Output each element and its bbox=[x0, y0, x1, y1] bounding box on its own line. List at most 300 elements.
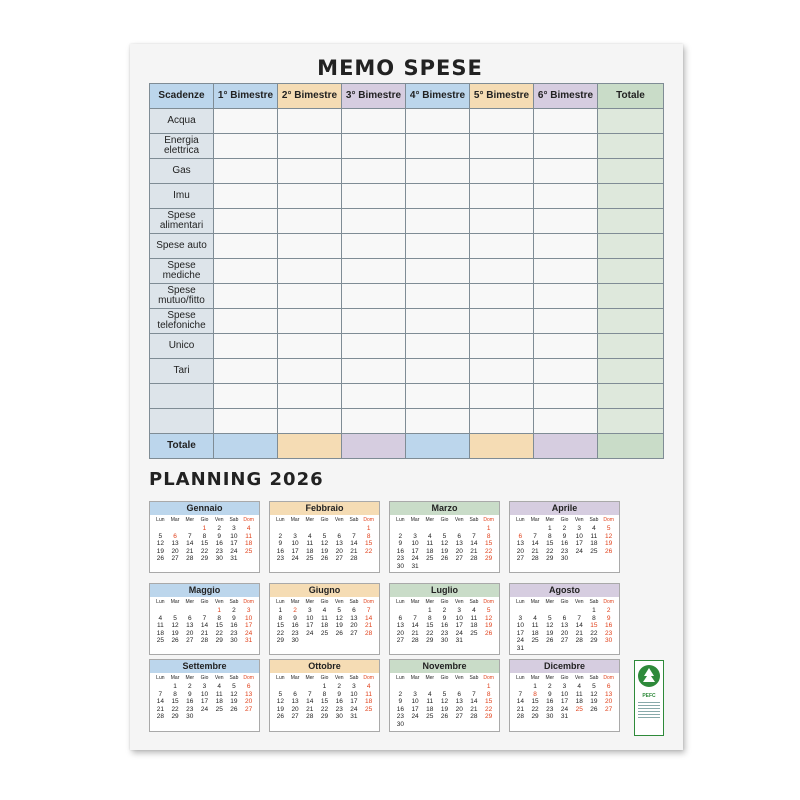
weekday-header: Mer bbox=[545, 599, 555, 605]
amount-cell[interactable] bbox=[406, 284, 470, 309]
amount-cell[interactable] bbox=[214, 134, 278, 159]
amount-cell[interactable] bbox=[406, 209, 470, 234]
amount-cell[interactable] bbox=[278, 159, 342, 184]
amount-cell[interactable] bbox=[534, 384, 598, 409]
day-number: 27 bbox=[171, 555, 179, 563]
header-bimestre-3: 3° Bimestre bbox=[342, 84, 406, 109]
weekday-header: Dom bbox=[243, 517, 254, 523]
day-number: 17 bbox=[411, 547, 419, 555]
day-number: 2 bbox=[606, 607, 611, 614]
amount-cell[interactable] bbox=[342, 384, 406, 409]
weekday-header: Gio bbox=[320, 675, 329, 681]
day-number: 21 bbox=[156, 705, 164, 713]
day-number: 29 bbox=[215, 637, 223, 645]
amount-cell[interactable] bbox=[278, 334, 342, 359]
amount-cell[interactable] bbox=[470, 109, 534, 134]
day-number: 16 bbox=[605, 622, 613, 630]
amount-cell[interactable] bbox=[278, 209, 342, 234]
day-number: 18 bbox=[306, 547, 314, 555]
amount-cell[interactable] bbox=[406, 184, 470, 209]
amount-cell[interactable] bbox=[470, 359, 534, 384]
amount-cell[interactable] bbox=[278, 234, 342, 259]
empty-day bbox=[437, 525, 452, 533]
amount-cell[interactable] bbox=[278, 259, 342, 284]
day-number: 19 bbox=[320, 547, 329, 555]
empty-day bbox=[437, 683, 452, 691]
amount-cell[interactable] bbox=[278, 284, 342, 309]
empty-day bbox=[408, 525, 423, 533]
day-number: 6 bbox=[562, 614, 567, 622]
day-number: 8 bbox=[592, 614, 596, 622]
day-number: 2 bbox=[293, 607, 297, 614]
row-total-cell[interactable] bbox=[598, 384, 664, 409]
day-number: 27 bbox=[291, 713, 299, 721]
day-number: 1 bbox=[173, 683, 177, 690]
row-total-cell[interactable] bbox=[598, 409, 664, 434]
weekday-header: Mar bbox=[530, 675, 540, 681]
row-total-cell[interactable] bbox=[598, 309, 664, 334]
header-bimestre-4: 4° Bimestre bbox=[406, 84, 470, 109]
day-number: 1 bbox=[427, 607, 432, 614]
weekday-header: Mer bbox=[185, 599, 195, 605]
day-number: 5 bbox=[442, 690, 447, 698]
day-number: 13 bbox=[335, 540, 343, 548]
amount-cell[interactable] bbox=[406, 384, 470, 409]
weekday-header: Mar bbox=[530, 599, 540, 605]
amount-cell[interactable] bbox=[470, 409, 534, 434]
day-number: 9 bbox=[217, 532, 222, 540]
day-number: 2 bbox=[217, 525, 222, 532]
day-number: 17 bbox=[291, 547, 299, 555]
amount-cell[interactable] bbox=[342, 309, 406, 334]
month-days-grid bbox=[510, 597, 619, 653]
amount-cell[interactable] bbox=[534, 234, 598, 259]
month-days-grid bbox=[510, 673, 619, 721]
day-number: 2 bbox=[547, 683, 552, 690]
day-number: 23 bbox=[396, 555, 404, 563]
row-total-cell[interactable] bbox=[598, 109, 664, 134]
weekday-header: Sab bbox=[469, 517, 479, 523]
amount-cell[interactable] bbox=[534, 284, 598, 309]
amount-cell[interactable] bbox=[534, 134, 598, 159]
day-number: 13 bbox=[560, 622, 569, 630]
amount-cell[interactable] bbox=[342, 159, 406, 184]
day-number: 8 bbox=[278, 614, 283, 622]
day-number: 18 bbox=[215, 698, 223, 706]
day-number: 22 bbox=[276, 629, 284, 637]
weekday-header: Lun bbox=[156, 599, 165, 605]
day-number: 16 bbox=[396, 705, 404, 713]
weekday-header: Ven bbox=[334, 599, 344, 605]
amount-cell[interactable] bbox=[534, 184, 598, 209]
amount-cell[interactable] bbox=[278, 134, 342, 159]
amount-cell[interactable] bbox=[342, 109, 406, 134]
day-number: 5 bbox=[232, 683, 236, 690]
month-days-grid bbox=[270, 515, 379, 563]
day-number: 23 bbox=[560, 547, 569, 555]
day-number: 26 bbox=[156, 555, 164, 563]
day-number: 29 bbox=[276, 637, 284, 645]
amount-cell[interactable] bbox=[534, 359, 598, 384]
memo-row bbox=[150, 109, 664, 134]
weekday-header: Gio bbox=[200, 599, 209, 605]
amount-cell[interactable] bbox=[214, 184, 278, 209]
amount-cell[interactable] bbox=[214, 334, 278, 359]
weekday-header: Ven bbox=[334, 517, 344, 523]
day-number: 11 bbox=[321, 614, 328, 622]
amount-cell[interactable] bbox=[470, 184, 534, 209]
weekday-header: Sab bbox=[349, 675, 359, 681]
day-number: 22 bbox=[426, 629, 434, 637]
day-number: 4 bbox=[427, 532, 432, 540]
empty-day bbox=[197, 607, 212, 615]
day-number: 31 bbox=[245, 637, 253, 645]
weekday-header: Lun bbox=[276, 599, 285, 605]
day-number: 17 bbox=[245, 622, 253, 630]
weekday-header: Ven bbox=[454, 599, 464, 605]
day-number: 23 bbox=[230, 629, 238, 637]
day-number: 31 bbox=[350, 713, 358, 721]
memo-row bbox=[150, 209, 664, 234]
day-number: 29 bbox=[320, 713, 329, 721]
amount-cell[interactable] bbox=[342, 184, 406, 209]
day-number: 3 bbox=[232, 525, 236, 532]
amount-cell[interactable] bbox=[278, 109, 342, 134]
day-number: 9 bbox=[293, 614, 297, 622]
day-number: 28 bbox=[470, 713, 478, 721]
row-total-cell[interactable] bbox=[598, 359, 664, 384]
weekday-header: Dom bbox=[363, 517, 374, 523]
row-total-cell[interactable] bbox=[598, 209, 664, 234]
empty-day bbox=[452, 683, 467, 691]
weekday-header: Lun bbox=[156, 675, 165, 681]
day-number: 21 bbox=[365, 622, 373, 630]
row-total-cell[interactable] bbox=[598, 234, 664, 259]
amount-cell[interactable] bbox=[470, 334, 534, 359]
weekday-header: Sab bbox=[229, 517, 239, 523]
row-total-cell[interactable] bbox=[598, 284, 664, 309]
day-number: 28 bbox=[365, 629, 373, 637]
memo-row bbox=[150, 309, 664, 334]
day-number: 16 bbox=[546, 698, 554, 706]
day-number: 5 bbox=[547, 614, 552, 622]
amount-cell[interactable] bbox=[214, 234, 278, 259]
amount-cell[interactable] bbox=[470, 384, 534, 409]
empty-day bbox=[422, 525, 437, 533]
amount-cell[interactable] bbox=[534, 109, 598, 134]
day-number: 4 bbox=[217, 683, 222, 690]
amount-cell[interactable] bbox=[214, 159, 278, 184]
row-total-cell[interactable] bbox=[598, 334, 664, 359]
day-number: 3 bbox=[577, 525, 582, 532]
header-bimestre-6: 6° Bimestre bbox=[534, 84, 598, 109]
expense-label: Acqua bbox=[150, 109, 214, 134]
amount-cell[interactable] bbox=[214, 384, 278, 409]
day-number: 12 bbox=[485, 614, 493, 622]
empty-day bbox=[542, 607, 557, 615]
day-number: 25 bbox=[575, 705, 583, 713]
weekday-header: Gio bbox=[200, 675, 209, 681]
weekday-header: Gio bbox=[320, 599, 329, 605]
expense-label: Imu bbox=[150, 184, 214, 209]
amount-cell[interactable] bbox=[406, 259, 470, 284]
day-number: 8 bbox=[533, 690, 537, 698]
pefc-badge bbox=[634, 660, 664, 736]
header-bimestre-2: 2° Bimestre bbox=[278, 84, 342, 109]
amount-cell[interactable] bbox=[342, 359, 406, 384]
day-number: 9 bbox=[442, 614, 447, 622]
amount-cell[interactable] bbox=[214, 359, 278, 384]
amount-cell[interactable] bbox=[214, 284, 278, 309]
day-number: 3 bbox=[562, 683, 567, 690]
day-number: 12 bbox=[335, 614, 343, 622]
memo-row bbox=[150, 359, 664, 384]
amount-cell[interactable] bbox=[406, 309, 470, 334]
day-number: 28 bbox=[200, 637, 209, 645]
day-number: 24 bbox=[516, 637, 524, 645]
weekday-header: Sab bbox=[229, 675, 239, 681]
amount-cell[interactable] bbox=[278, 309, 342, 334]
amount-cell[interactable] bbox=[406, 234, 470, 259]
row-total-cell[interactable] bbox=[598, 184, 664, 209]
day-number: 10 bbox=[516, 622, 524, 630]
day-number: 30 bbox=[335, 713, 343, 721]
weekday-header: Gio bbox=[440, 517, 449, 523]
day-number: 9 bbox=[337, 690, 342, 698]
amount-cell[interactable] bbox=[470, 134, 534, 159]
day-number: 27 bbox=[605, 705, 613, 713]
weekday-header: Lun bbox=[156, 517, 165, 523]
amount-cell[interactable] bbox=[342, 284, 406, 309]
expense-label: Spese alimentari bbox=[150, 209, 214, 234]
amount-cell[interactable] bbox=[406, 159, 470, 184]
day-number: 19 bbox=[156, 547, 164, 555]
day-number: 23 bbox=[396, 713, 404, 721]
month-name: Settembre bbox=[150, 660, 259, 673]
amount-cell[interactable] bbox=[342, 409, 406, 434]
day-number: 11 bbox=[575, 690, 583, 698]
grand-total-cell[interactable] bbox=[598, 434, 664, 459]
day-number: 14 bbox=[516, 698, 524, 706]
amount-cell[interactable] bbox=[214, 259, 278, 284]
pefc-fineprint bbox=[638, 702, 660, 718]
day-number: 25 bbox=[245, 547, 253, 555]
total-cell[interactable] bbox=[342, 434, 406, 459]
day-number: 15 bbox=[215, 622, 223, 630]
amount-cell[interactable] bbox=[278, 359, 342, 384]
amount-cell[interactable] bbox=[534, 309, 598, 334]
day-number: 16 bbox=[291, 622, 299, 630]
day-number: 25 bbox=[590, 547, 598, 555]
day-number: 7 bbox=[187, 532, 192, 540]
day-number: 20 bbox=[335, 547, 343, 555]
weekday-header: Mar bbox=[530, 517, 540, 523]
day-number: 9 bbox=[232, 614, 236, 622]
day-number: 5 bbox=[322, 532, 327, 540]
day-number: 23 bbox=[291, 629, 299, 637]
day-number: 9 bbox=[562, 532, 567, 540]
empty-day bbox=[572, 607, 587, 615]
day-number: 27 bbox=[396, 637, 404, 645]
amount-cell[interactable] bbox=[470, 209, 534, 234]
weekday-header: Ven bbox=[214, 675, 224, 681]
amount-cell[interactable] bbox=[534, 409, 598, 434]
day-number: 18 bbox=[245, 540, 253, 548]
amount-cell[interactable] bbox=[534, 259, 598, 284]
row-total-cell[interactable] bbox=[598, 259, 664, 284]
day-number: 10 bbox=[230, 532, 238, 540]
day-number: 31 bbox=[455, 637, 463, 645]
empty-day bbox=[452, 525, 467, 533]
day-number: 28 bbox=[156, 713, 164, 721]
amount-cell[interactable] bbox=[342, 259, 406, 284]
amount-cell[interactable] bbox=[342, 134, 406, 159]
day-number: 16 bbox=[186, 698, 194, 706]
day-number: 25 bbox=[426, 713, 434, 721]
amount-cell[interactable] bbox=[470, 259, 534, 284]
day-number: 8 bbox=[217, 614, 222, 622]
day-number: 2 bbox=[398, 532, 403, 540]
day-number: 5 bbox=[606, 525, 611, 532]
day-number: 9 bbox=[278, 540, 283, 548]
amount-cell[interactable] bbox=[342, 334, 406, 359]
total-cell[interactable] bbox=[278, 434, 342, 459]
day-number: 1 bbox=[533, 683, 537, 690]
weekday-header: Sab bbox=[349, 517, 359, 523]
amount-cell[interactable] bbox=[470, 309, 534, 334]
day-number: 19 bbox=[335, 622, 343, 630]
day-number: 24 bbox=[411, 555, 419, 563]
day-number: 18 bbox=[590, 540, 598, 548]
day-number: 27 bbox=[186, 637, 194, 645]
month-name: Ottobre bbox=[270, 660, 379, 673]
amount-cell[interactable] bbox=[214, 309, 278, 334]
day-number: 13 bbox=[455, 540, 463, 548]
day-number: 24 bbox=[291, 555, 299, 563]
amount-cell[interactable] bbox=[278, 184, 342, 209]
total-cell[interactable] bbox=[470, 434, 534, 459]
total-cell[interactable] bbox=[406, 434, 470, 459]
day-number: 2 bbox=[398, 690, 403, 698]
day-number: 10 bbox=[455, 614, 463, 622]
amount-cell[interactable] bbox=[342, 209, 406, 234]
month-name: Aprile bbox=[510, 502, 619, 515]
weekday-header: Dom bbox=[483, 517, 494, 523]
expense-label: Spese telefoniche bbox=[150, 309, 214, 334]
empty-day bbox=[513, 525, 528, 533]
empty-day bbox=[182, 607, 197, 615]
amount-cell[interactable] bbox=[470, 234, 534, 259]
weekday-header: Dom bbox=[603, 599, 614, 605]
amount-cell[interactable] bbox=[278, 384, 342, 409]
amount-cell[interactable] bbox=[406, 359, 470, 384]
day-number: 11 bbox=[426, 698, 434, 706]
day-number: 8 bbox=[322, 690, 327, 698]
day-number: 6 bbox=[173, 532, 177, 540]
amount-cell[interactable] bbox=[534, 209, 598, 234]
day-number: 20 bbox=[291, 705, 299, 713]
weekday-header: Ven bbox=[574, 517, 584, 523]
day-number: 17 bbox=[455, 622, 463, 630]
month-name: Luglio bbox=[390, 584, 499, 597]
weekday-header: Mar bbox=[290, 675, 300, 681]
month-ottobre bbox=[269, 659, 380, 732]
amount-cell[interactable] bbox=[470, 159, 534, 184]
day-number: 16 bbox=[230, 622, 238, 630]
day-number: 12 bbox=[230, 690, 238, 698]
amount-cell[interactable] bbox=[214, 409, 278, 434]
day-number: 25 bbox=[531, 637, 539, 645]
day-number: 19 bbox=[546, 629, 554, 637]
day-number: 12 bbox=[156, 540, 164, 548]
day-number: 27 bbox=[350, 629, 358, 637]
amount-cell[interactable] bbox=[278, 409, 342, 434]
row-total-cell[interactable] bbox=[598, 159, 664, 184]
row-total-cell[interactable] bbox=[598, 134, 664, 159]
weekday-header: Gio bbox=[560, 675, 569, 681]
planning-title: PLANNING 2026 bbox=[149, 469, 324, 490]
day-number: 22 bbox=[365, 547, 373, 555]
day-number: 25 bbox=[320, 629, 329, 637]
weekday-header: Dom bbox=[483, 675, 494, 681]
day-number: 3 bbox=[293, 532, 297, 540]
day-number: 20 bbox=[245, 698, 253, 706]
day-number: 14 bbox=[186, 540, 194, 548]
amount-cell[interactable] bbox=[214, 109, 278, 134]
amount-cell[interactable] bbox=[534, 334, 598, 359]
header-bimestre-5: 5° Bimestre bbox=[470, 84, 534, 109]
amount-cell[interactable] bbox=[342, 234, 406, 259]
weekday-header: Mer bbox=[185, 675, 195, 681]
amount-cell[interactable] bbox=[406, 334, 470, 359]
empty-day bbox=[408, 607, 423, 615]
weekday-header: Sab bbox=[469, 599, 479, 605]
amount-cell[interactable] bbox=[406, 109, 470, 134]
day-number: 11 bbox=[531, 622, 539, 630]
day-number: 13 bbox=[455, 698, 463, 706]
day-number: 5 bbox=[173, 614, 177, 622]
empty-day bbox=[182, 525, 197, 533]
day-number: 26 bbox=[590, 705, 598, 713]
day-number: 11 bbox=[590, 532, 598, 540]
day-number: 26 bbox=[440, 713, 449, 721]
amount-cell[interactable] bbox=[406, 409, 470, 434]
weekday-header: Dom bbox=[603, 517, 614, 523]
day-number: 22 bbox=[320, 705, 329, 713]
total-cell[interactable] bbox=[534, 434, 598, 459]
day-number: 14 bbox=[470, 540, 478, 548]
day-number: 10 bbox=[560, 690, 569, 698]
day-number: 18 bbox=[365, 698, 373, 706]
amount-cell[interactable] bbox=[214, 209, 278, 234]
total-cell[interactable] bbox=[214, 434, 278, 459]
day-number: 18 bbox=[575, 698, 583, 706]
empty-day bbox=[273, 683, 288, 691]
day-number: 25 bbox=[215, 705, 223, 713]
day-number: 12 bbox=[590, 690, 598, 698]
day-number: 30 bbox=[440, 637, 449, 645]
amount-cell[interactable] bbox=[534, 159, 598, 184]
amount-cell[interactable] bbox=[406, 134, 470, 159]
amount-cell[interactable] bbox=[470, 284, 534, 309]
day-number: 19 bbox=[440, 547, 449, 555]
day-number: 17 bbox=[350, 698, 358, 706]
month-days-grid bbox=[390, 597, 499, 645]
day-number: 21 bbox=[200, 629, 209, 637]
month-aprile bbox=[509, 501, 620, 573]
day-number: 30 bbox=[396, 720, 404, 728]
day-number: 25 bbox=[306, 555, 314, 563]
